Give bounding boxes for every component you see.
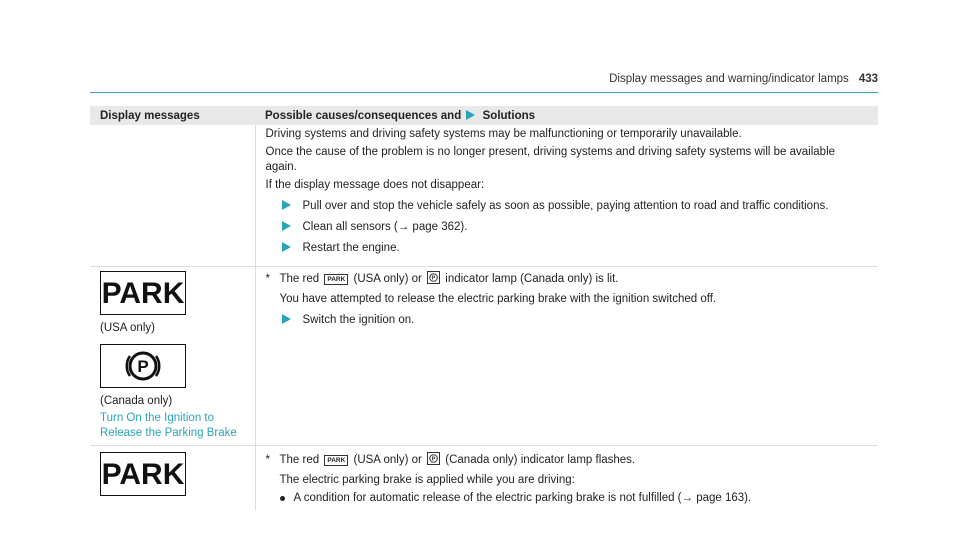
table-row — [90, 125, 878, 267]
row2-message-cell — [90, 267, 255, 446]
usa-only-label: (USA only) — [100, 322, 155, 334]
header-title: Display messages and warning/indicator lamps — [609, 73, 849, 85]
row2-step-1: Switch the ignition on. — [280, 313, 869, 328]
row3-bullet-1: A condition for automatic release of the electric parking brake is not fulfilled (→ page 163). — [280, 491, 869, 506]
arrow-icon — [282, 200, 291, 210]
table-row — [90, 267, 878, 446]
row1-step-1: Pull over and stop the vehicle safely as soon as possible, paying attention to road and traffic conditions. — [280, 199, 869, 214]
header-divider — [90, 92, 878, 93]
row3-text-2: The electric parking brake is applied while you are driving: — [279, 474, 575, 486]
park-mini-icon: PARK — [324, 455, 348, 466]
arrow-icon — [282, 221, 291, 231]
table-row — [90, 446, 878, 511]
row1-text-3: If the display message does not disappear: — [265, 179, 485, 191]
row2-text-2: You have attempted to release the electric parking brake with the ignition switched off. — [279, 293, 717, 305]
parking-brake-mini-icon — [427, 271, 440, 289]
arrow-icon — [282, 314, 291, 324]
row3-text-1: * The red PARK (USA only) or P (Canada only) indicator lamp flashes. — [266, 452, 869, 470]
park-icon: PARK — [100, 452, 186, 496]
row1-step-3: Restart the engine. — [280, 241, 869, 256]
arrow-icon — [282, 242, 291, 252]
row1-message-cell — [90, 125, 255, 267]
row3-message-cell — [90, 446, 255, 511]
col-causes: Possible causes/consequences and Solutions — [255, 106, 878, 125]
messages-table — [90, 106, 878, 510]
parking-brake-icon — [100, 344, 186, 388]
row1-text-1: Driving systems and driving safety systems may be malfunctioning or temporarily unavailable. — [265, 128, 742, 140]
canada-only-label: (Canada only) — [100, 395, 173, 407]
row1-solution-cell — [255, 125, 878, 267]
col-display-messages: Display messages — [90, 106, 255, 125]
parking-brake-mini-icon — [427, 452, 440, 470]
row2-solution-cell — [255, 267, 878, 446]
page-header — [609, 73, 878, 85]
row1-step-2: Clean all sensors (→ page 362). — [280, 220, 869, 235]
ignition-link[interactable]: Turn On the Ignition to Release the Parking Brake — [100, 412, 237, 439]
row2-text-1: * The red PARK (USA only) or P indicator lamp (Canada only) is lit. — [266, 271, 869, 289]
row3-solution-cell — [255, 446, 878, 511]
park-mini-icon: PARK — [324, 274, 348, 285]
svg-text:P: P — [137, 357, 149, 376]
page-number: 433 — [858, 73, 878, 85]
arrow-icon — [466, 110, 475, 120]
row1-text-2: Once the cause of the problem is no longer present, driving systems and driving safety systems will be available again. — [265, 146, 836, 173]
table-header-row — [90, 106, 878, 125]
svg-text:P: P — [431, 456, 436, 463]
park-icon: PARK — [100, 271, 186, 315]
svg-text:P: P — [431, 275, 436, 282]
